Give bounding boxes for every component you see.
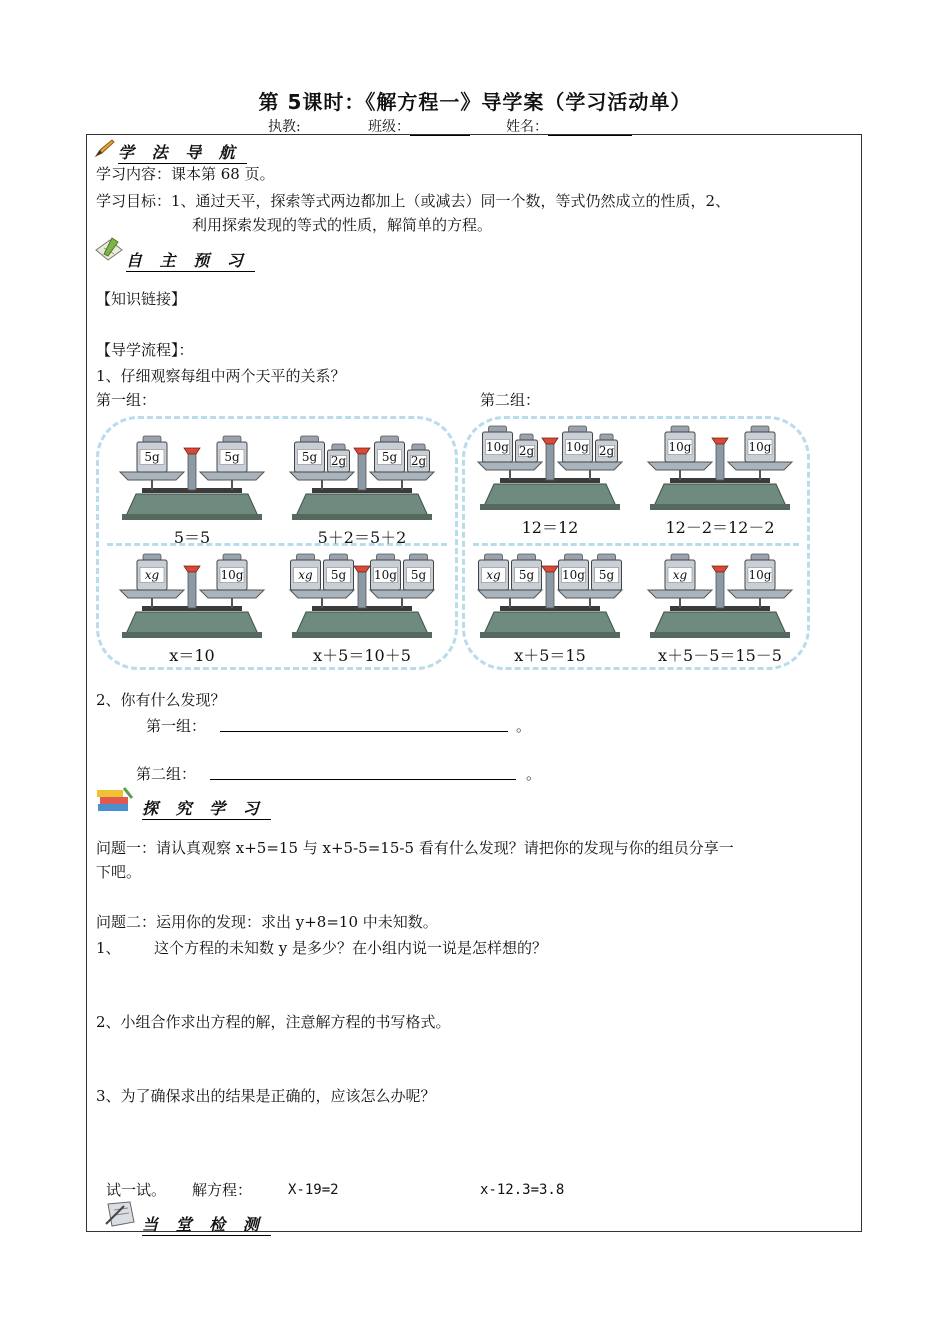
weight-label: 5g xyxy=(144,450,160,464)
worksheet-frame xyxy=(86,134,862,1232)
discovery-g2-label: 第二组： xyxy=(136,765,197,783)
weight-right-1 xyxy=(559,554,589,590)
study-content: 学习内容：课本第 68 页。 xyxy=(96,165,275,183)
weight-label: 5g xyxy=(301,450,318,464)
equation-label: x＋5＝10＋5 xyxy=(313,646,411,665)
weight-label: 2g xyxy=(330,454,347,468)
problem-1-line2: 下吧。 xyxy=(96,863,142,881)
nav-heading: 学 法 导 航 xyxy=(118,140,247,164)
weight-label: 10g xyxy=(374,568,397,582)
discovery-g1-answer-line[interactable] xyxy=(220,731,508,732)
step-1: 这个方程的未知数 y 是多少？在小组内说一说是怎样想的？ xyxy=(154,939,548,957)
weight-label: 2g xyxy=(518,444,535,458)
weight-right-1 xyxy=(375,436,405,472)
balance-icon xyxy=(640,548,800,640)
group2-scale-2 xyxy=(640,420,800,540)
weight-right-1 xyxy=(371,554,401,590)
explore-heading: 探 究 学 习 xyxy=(142,796,271,820)
equation-label: 12－2＝12－2 xyxy=(665,518,775,537)
weight-left-1 xyxy=(665,554,695,590)
notebook-icon xyxy=(102,1200,138,1228)
weight-label: 10g xyxy=(562,568,585,582)
weight-right-1 xyxy=(563,426,593,462)
equation-label: 5＋2＝5＋2 xyxy=(317,528,407,547)
books-icon xyxy=(94,786,136,814)
weight-right-2 xyxy=(408,444,430,472)
balance-icon xyxy=(640,420,800,512)
weight-right-1 xyxy=(217,554,247,590)
weight-label: 10g xyxy=(748,568,772,582)
weight-left-1 xyxy=(295,436,325,472)
weight-right-2 xyxy=(596,434,618,462)
class-label: 班级： xyxy=(368,116,470,136)
weight-left-1 xyxy=(291,554,321,590)
group2-label: 第二组： xyxy=(480,391,541,409)
step-2: 2、小组合作求出方程的解，注意解方程的书写格式。 xyxy=(96,1013,451,1031)
balance-icon xyxy=(282,430,442,522)
weight-label: 5g xyxy=(518,568,535,582)
weight-label: 10g xyxy=(566,440,589,454)
equation-label: x＝10 xyxy=(169,646,215,665)
balance-icon xyxy=(282,548,442,640)
equation-label: 12＝12 xyxy=(521,518,579,537)
weight-right-1 xyxy=(217,436,247,472)
equation-label: x＋5＝15 xyxy=(514,646,586,665)
study-goal-line2: 利用探索发现的等式的性质，解简单的方程。 xyxy=(192,216,493,234)
weight-right-2 xyxy=(592,554,622,590)
weight-left-1 xyxy=(483,426,513,462)
try-label: 试一试。 xyxy=(106,1181,167,1199)
balance-icon xyxy=(470,548,630,640)
pencil-icon xyxy=(94,138,116,158)
weight-label: 5g xyxy=(410,568,427,582)
weight-left-2 xyxy=(328,444,350,472)
group2-scale-3 xyxy=(470,548,630,668)
question-2: 2、你有什么发现？ xyxy=(96,691,226,709)
question-1: 1、仔细观察每组中两个天平的关系？ xyxy=(96,367,346,385)
group2-divider xyxy=(473,543,799,546)
equation-label: 5＝5 xyxy=(173,528,211,547)
step-1-number: 1、 xyxy=(96,939,121,957)
balance-icon xyxy=(112,548,272,640)
check-heading: 当 堂 检 测 xyxy=(142,1212,271,1236)
weight-right-1 xyxy=(745,554,775,590)
teacher-label: 执教: xyxy=(268,119,301,135)
weight-label: xg xyxy=(672,568,688,582)
solve-label: 解方程： xyxy=(192,1181,253,1199)
weight-label: xg xyxy=(486,568,501,582)
page-title: 第 5课时：《解方程一》导学案（学习活动单） xyxy=(258,90,692,114)
weight-label: 5g xyxy=(598,568,615,582)
step-3: 3、为了确保求出的结果是正确的，应该怎么办呢？ xyxy=(96,1087,436,1105)
equation-1: X-19=2 xyxy=(288,1182,339,1198)
preview-heading: 自 主 预 习 xyxy=(126,248,255,272)
equation-label: x＋5－5＝15－5 xyxy=(658,646,782,665)
group1-scale-3 xyxy=(112,548,272,668)
balance-icon xyxy=(112,430,272,522)
weight-left-1 xyxy=(665,426,695,462)
group2-scale-1 xyxy=(470,420,630,540)
discovery-g1-label: 第一组： xyxy=(146,717,207,735)
group2-scale-4 xyxy=(640,548,800,668)
weight-label: 10g xyxy=(486,440,509,454)
discovery-g1-period: 。 xyxy=(516,717,532,735)
balance-icon xyxy=(470,420,630,512)
problem-2: 问题二：运用你的发现：求出 y+8=10 中未知数。 xyxy=(96,913,438,931)
discovery-g2-answer-line[interactable] xyxy=(210,779,516,780)
name-label: 姓名： xyxy=(506,116,632,136)
weight-label: xg xyxy=(298,568,313,582)
weight-label: 2g xyxy=(598,444,615,458)
weight-left-1 xyxy=(137,436,167,472)
weight-left-2 xyxy=(516,434,538,462)
weight-label: xg xyxy=(144,568,160,582)
weight-label: 5g xyxy=(224,450,240,464)
weight-left-1 xyxy=(137,554,167,590)
group1-scale-2 xyxy=(282,430,442,550)
weight-left-2 xyxy=(324,554,354,590)
guide-flow: 【导学流程】： xyxy=(96,341,194,359)
weight-left-1 xyxy=(479,554,509,590)
group1-label: 第一组： xyxy=(96,391,157,409)
weight-label: 5g xyxy=(381,450,398,464)
study-goal-line1: 学习目标：1、通过天平，探索等式两边都加上（或减去）同一个数，等式仍然成立的性质，2、 xyxy=(96,192,731,210)
problem-1-line1: 问题一：请认真观察 x+5=15 与 x+5-5=15-5 看有什么发现？请把你的发现与你的组员分享一 xyxy=(96,839,734,857)
weight-label: 5g xyxy=(330,568,347,582)
weight-label: 10g xyxy=(220,568,244,582)
weight-label: 2g xyxy=(410,454,427,468)
weight-right-2 xyxy=(404,554,434,590)
weight-label: 10g xyxy=(748,440,772,454)
group1-scale-1 xyxy=(112,430,272,550)
weight-left-2 xyxy=(512,554,542,590)
equation-2: x-12.3=3.8 xyxy=(480,1182,565,1198)
knowledge-link: 【知识链接】 xyxy=(96,290,187,308)
weight-right-1 xyxy=(745,426,775,462)
weight-label: 10g xyxy=(668,440,692,454)
book-icon xyxy=(94,236,124,264)
discovery-g2-period: 。 xyxy=(526,765,542,783)
group1-scale-4 xyxy=(282,548,442,668)
